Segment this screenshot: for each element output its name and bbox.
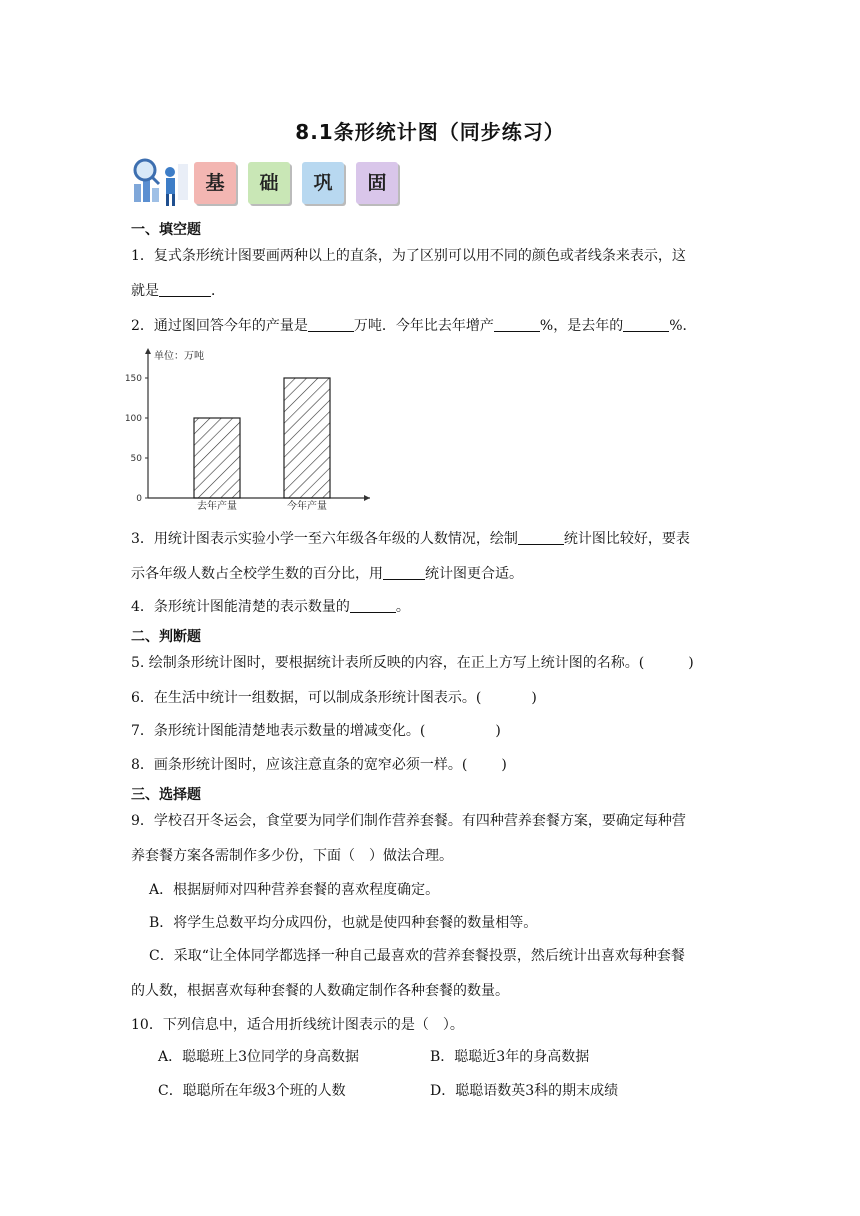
question-10-option-b[interactable]: B．聪聪近3年的身高数据 bbox=[430, 1049, 590, 1065]
question-1-line-1: 1．复式条形统计图要画两种以上的直条，为了区别可以用不同的颜色或者线条来表示，这 bbox=[131, 248, 686, 264]
bar-chart bbox=[118, 340, 380, 516]
question-10-option-c[interactable]: C．聪聪所在年级3个班的人数 bbox=[158, 1083, 346, 1099]
y-axis-arrow bbox=[145, 348, 151, 354]
question-3-line-1: 3．用统计图表示实验小学一至六年级各年级的人数情况，绘制 统计图比较好，要表 bbox=[131, 531, 690, 547]
x-tick-label: 去年产量 bbox=[197, 501, 237, 512]
x-axis-arrow bbox=[364, 495, 370, 501]
question-10-option-a[interactable]: A．聪聪班上3位同学的身高数据 bbox=[158, 1049, 360, 1065]
answer-blank[interactable] bbox=[494, 317, 540, 332]
answer-blank[interactable] bbox=[518, 530, 564, 545]
answer-blank[interactable] bbox=[159, 282, 211, 297]
section-banner bbox=[128, 154, 388, 208]
banner-tile-1: 基 bbox=[194, 162, 236, 204]
question-9-option-c-line-1[interactable]: C．采取“让全体同学都选择一种自己最喜欢的营养套餐投票，然后统计出喜欢每种套餐 bbox=[149, 948, 685, 964]
question-10-stem: 10．下列信息中，适合用折线统计图表示的是（ ）。 bbox=[131, 1017, 464, 1033]
bar bbox=[284, 378, 330, 498]
chart-magnifier-icon bbox=[128, 154, 188, 208]
question-9-option-a[interactable]: A．根据厨师对四种营养套餐的喜欢程度确定。 bbox=[149, 882, 440, 898]
question-8: 8．画条形统计图时，应该注意直条的宽窄必须一样。( ) bbox=[131, 757, 507, 773]
question-7: 7．条形统计图能清楚地表示数量的增减变化。( ) bbox=[131, 723, 501, 739]
banner-tile-4: 固 bbox=[356, 162, 398, 204]
banner-tile-2: 础 bbox=[248, 162, 290, 204]
y-tick-label: 100 bbox=[124, 414, 142, 424]
y-tick-label: 150 bbox=[124, 374, 142, 384]
question-2: 2．通过图回答今年的产量是 万吨．今年比去年增产 %，是去年的 %． bbox=[131, 318, 697, 334]
answer-blank[interactable] bbox=[383, 565, 425, 580]
x-tick-label: 今年产量 bbox=[287, 501, 327, 512]
banner-tile-3: 巩 bbox=[302, 162, 344, 204]
y-tick-label: 50 bbox=[130, 454, 142, 464]
unit-label: 单位：万吨 bbox=[154, 351, 204, 362]
question-1-line-2: 就是 ． bbox=[131, 283, 225, 299]
question-6: 6．在生活中统计一组数据，可以制成条形统计图表示。( ) bbox=[131, 690, 537, 706]
answer-blank[interactable] bbox=[308, 317, 354, 332]
question-9-option-b[interactable]: B．将学生总数平均分成四份，也就是使四种套餐的数量相等。 bbox=[149, 915, 538, 931]
page-title: 8.1条形统计图（同步练习） bbox=[295, 120, 565, 144]
section-heading-fill: 一、填空题 bbox=[131, 222, 201, 238]
question-9-line-1: 9．学校召开冬运会，食堂要为同学们制作营养套餐。有四种营养套餐方案，要确定每种营 bbox=[131, 813, 686, 829]
question-10-option-d[interactable]: D．聪聪语数英3科的期末成绩 bbox=[430, 1083, 619, 1099]
answer-blank[interactable] bbox=[350, 598, 396, 613]
question-4: 4．条形统计图能清楚的表示数量的 。 bbox=[131, 599, 410, 615]
question-5: 5. 绘制条形统计图时，要根据统计表所反映的内容，在正上方写上统计图的名称。( ) bbox=[131, 655, 694, 671]
question-3-line-2: 示各年级人数占全校学生数的百分比，用 统计图更合适。 bbox=[131, 566, 523, 582]
bar bbox=[194, 418, 240, 498]
question-9-option-c-line-2: 的人数，根据喜欢每种套餐的人数确定制作各种套餐的数量。 bbox=[131, 983, 509, 999]
section-heading-judge: 二、判断题 bbox=[131, 629, 201, 645]
question-9-line-2: 养套餐方案各需制作多少份，下面（ ）做法合理。 bbox=[131, 848, 453, 864]
answer-blank[interactable] bbox=[623, 317, 669, 332]
section-heading-choice: 三、选择题 bbox=[131, 787, 201, 803]
y-tick-label: 0 bbox=[136, 494, 142, 504]
